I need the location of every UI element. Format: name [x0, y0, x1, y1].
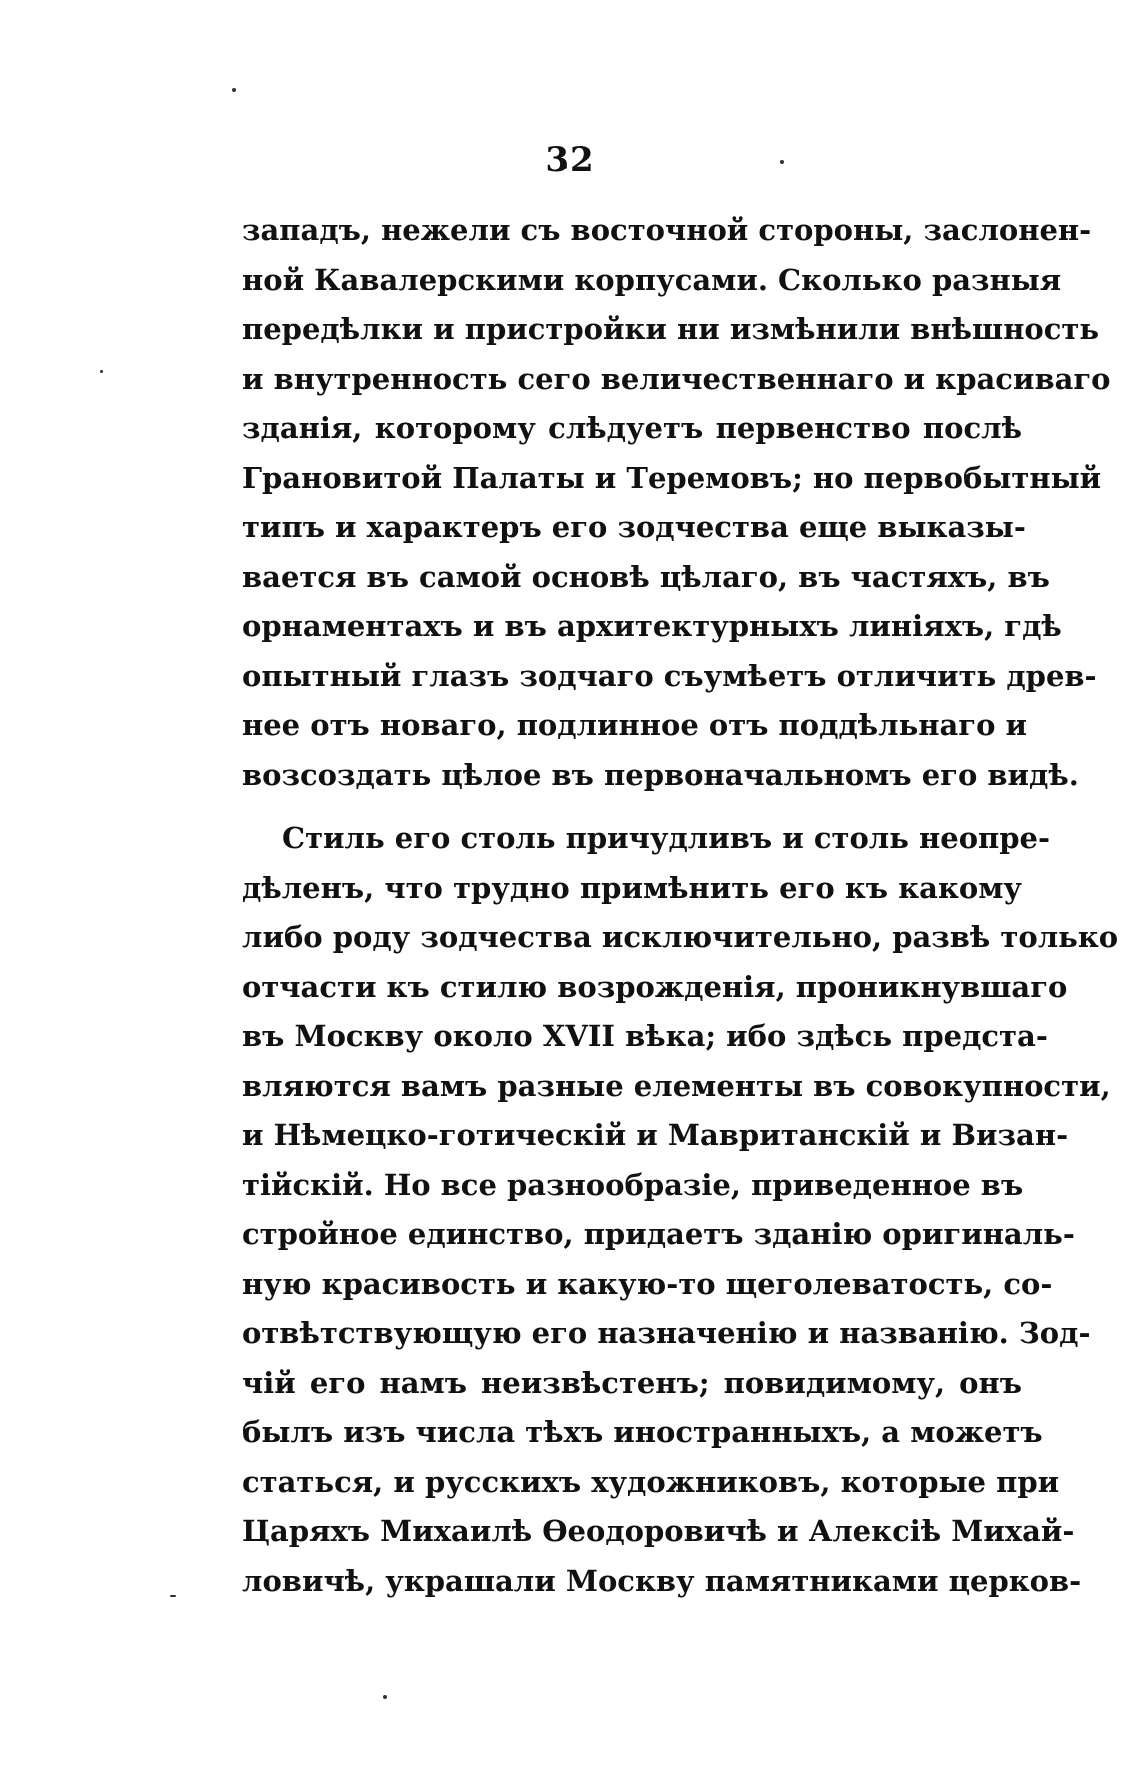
body-text	[242, 206, 1119, 1606]
paragraph-gap	[242, 800, 1022, 814]
text-line: стройное единство, придаетъ зданію оригиналь-	[242, 1217, 1075, 1251]
text-line: и Нѣмецко-готическій и Мавританскій и Визан-	[242, 1118, 1069, 1152]
text-line: опытный глазъ зодчаго съумѣетъ отличить древ-	[242, 658, 1097, 693]
text-line: зданія, которому слѣдуетъ первенство послѣ	[242, 411, 1022, 445]
text-line: типъ и характеръ его зодчества еще выказы-	[242, 510, 1026, 544]
text-line: тійскій. Но все разнообразіе, приведенное въ	[242, 1167, 1024, 1202]
text-line: вается въ самой основѣ цѣлаго, въ частяхъ, въ	[242, 559, 1050, 594]
text-line: ную красивость и какую-то щеголеватость, со-	[242, 1266, 1053, 1301]
ink-speck	[170, 1595, 176, 1597]
paragraph	[242, 206, 1111, 800]
text-line: ной Кавалерскими корпусами. Сколько разныя	[242, 262, 1062, 297]
text-line: передѣлки и пристройки ни измѣнили внѣшность	[242, 312, 1100, 346]
text-line: былъ изъ числа тѣхъ иностранныхъ, а можетъ	[242, 1415, 1043, 1449]
text-line: Стиль его столь причудливъ и столь неопре-	[282, 821, 1051, 855]
text-line: дѣленъ, что трудно примѣнить его къ какому	[242, 870, 1022, 905]
text-line: возсоздать цѣлое въ первоначальномъ его видѣ.	[242, 757, 1079, 792]
text-line: нее отъ новаго, подлинное отъ поддѣльнаго и	[242, 708, 1028, 742]
page-number: 32	[545, 140, 595, 180]
text-line: либо роду зодчества исключительно, развѣ только	[242, 920, 1119, 954]
text-line: и внутренность сего величественнаго и красиваго	[242, 361, 1111, 396]
paragraph	[242, 814, 1119, 1606]
text-line: ловичѣ, украшали Москву памятниками церков-	[242, 1563, 1082, 1598]
text-line: западъ, нежели съ восточной стороны, заслонен-	[242, 213, 1092, 247]
text-line: чій его намъ неизвѣстенъ; повидимому, онъ	[242, 1365, 1022, 1400]
ink-speck	[383, 1695, 387, 1699]
ink-speck	[100, 370, 103, 373]
text-line: статься, и русскихъ художниковъ, которые при	[242, 1464, 1060, 1499]
text-line: отчасти къ стилю возрожденія, проникнувшаго	[242, 969, 1068, 1004]
text-line: въ Москву около XVII вѣка; ибо здѣсь предста-	[242, 1019, 1048, 1053]
text-line: отвѣтствующую его назначенію и названію. Зод-	[242, 1316, 1091, 1350]
text-line: вляются вамъ разные елементы въ совокупности,	[242, 1068, 1111, 1103]
text-line: Царяхъ Михаилѣ Ѳеодоровичѣ и Алексіѣ Михай-	[242, 1514, 1075, 1548]
text-line: орнаментахъ и въ архитектурныхъ линіяхъ, гдѣ	[242, 609, 1062, 643]
text-line: Грановитой Палаты и Теремовъ; но первобытный	[242, 460, 1102, 495]
ink-speck	[232, 88, 236, 92]
